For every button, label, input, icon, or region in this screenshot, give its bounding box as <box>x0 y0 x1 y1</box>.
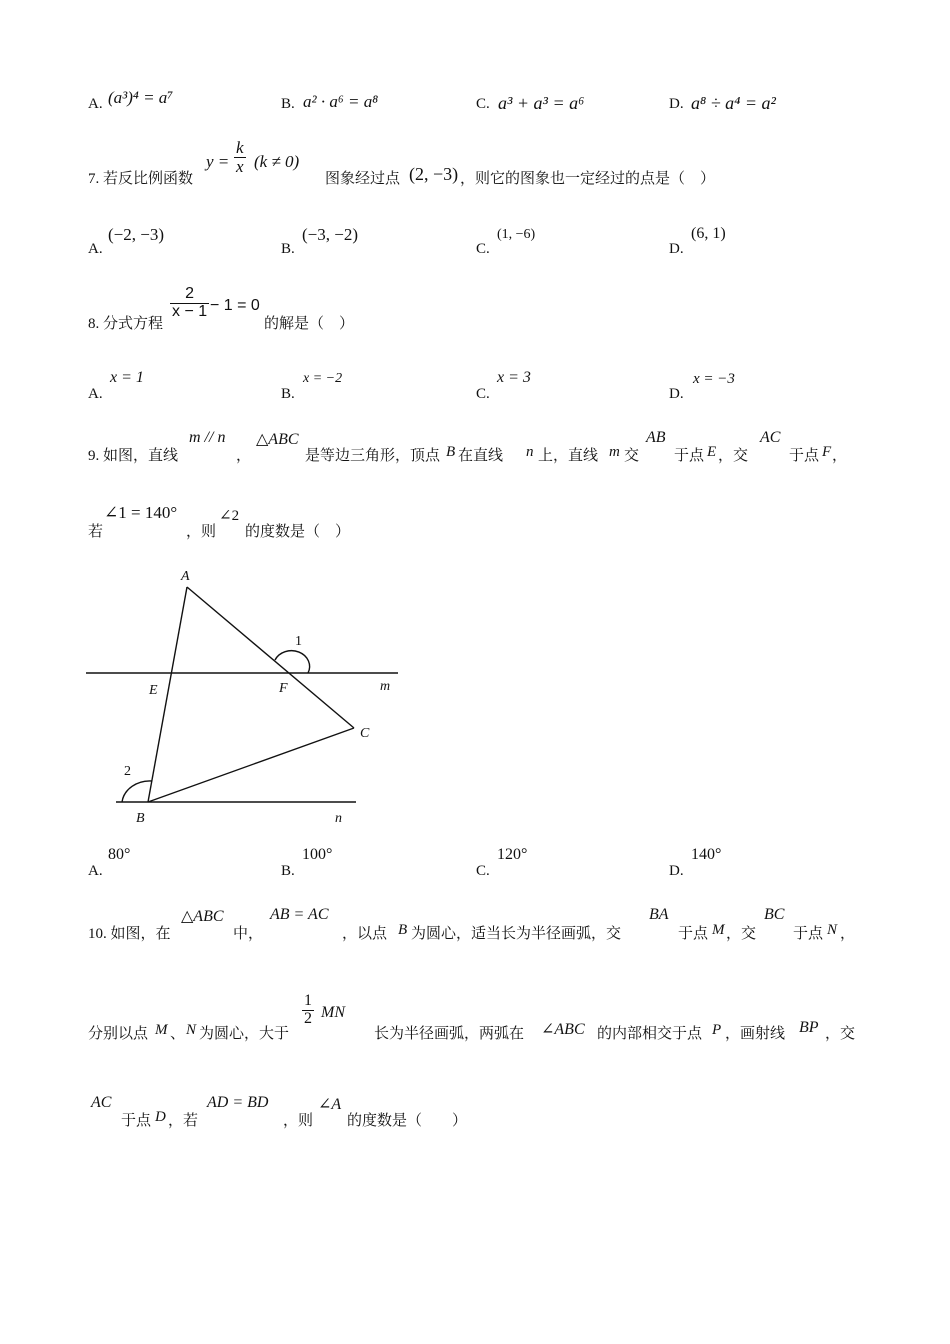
q8-option-a-letter: A. <box>88 386 103 402</box>
q9-text-3g: 交 <box>624 448 640 464</box>
q10-ab-eq-ac: AB = AC <box>270 906 329 923</box>
q7-point: (2, −3) <box>409 164 459 184</box>
q9-figure <box>80 560 410 835</box>
q7-func-den: x <box>236 156 244 176</box>
label-a: A <box>181 569 190 584</box>
q9-text-1: 9. 如图，直线 <box>88 448 179 464</box>
q9-line-n: n <box>526 444 534 460</box>
label-m: m <box>380 679 391 694</box>
q10-segment-ac: AC <box>91 1094 112 1111</box>
q8-fraction <box>170 286 209 321</box>
label-b: B <box>136 811 145 826</box>
q8-frac-num: 2 <box>170 286 209 304</box>
q9-option-b-expr: 100° <box>302 846 333 863</box>
side-bc <box>148 728 354 802</box>
q6-option-c-letter: C. <box>476 96 490 112</box>
q10-mn: MN <box>321 1004 345 1021</box>
q6-option-d-letter: D. <box>669 96 684 112</box>
q10-ray-ba: BA <box>649 906 669 923</box>
q7-option-c-expr: (1, −6) <box>497 227 536 242</box>
q10-text-5: 于点 <box>793 926 824 942</box>
q9-angle1: ∠1 = 140° <box>104 503 178 522</box>
q10-text-l2e: 为圆心，大于 <box>199 1026 290 1042</box>
q10-ray-bc: BC <box>764 906 785 923</box>
q10-point-d: D <box>155 1109 166 1125</box>
q9-point-f: F <box>822 444 832 460</box>
q9-option-d-expr: 140° <box>691 846 722 863</box>
q10-angle-a: ∠A <box>318 1096 342 1113</box>
q10-text-l2c: 、 <box>170 1026 186 1042</box>
q10-text-l3c: ，若 <box>168 1113 199 1129</box>
q6-option-a-letter: A. <box>88 96 103 112</box>
q7-option-b-expr: (−3, −2) <box>302 225 358 244</box>
q10-text-2: 中， <box>233 926 264 942</box>
q10-text-l3a: 于点 <box>121 1113 152 1129</box>
q9-text-l2b: ，则 <box>186 524 217 540</box>
angle-1-arc <box>275 651 310 673</box>
q10-half-den: 2 <box>304 1009 312 1027</box>
q10-text-5c: ， <box>840 926 856 942</box>
q6-option-b-letter: B. <box>281 96 295 112</box>
q10-text-l2i: ，画射线 <box>725 1026 786 1042</box>
q7-option-a-letter: A. <box>88 241 103 257</box>
q10-l2-m: M <box>155 1022 168 1038</box>
angle-2-arc <box>122 781 152 802</box>
q9-text-3: 是等边三角形，顶点 <box>305 448 441 464</box>
q7-option-d-expr: (6, 1) <box>691 225 726 242</box>
q9-segment-ac: AC <box>760 429 781 446</box>
q8-option-b-expr: x = −2 <box>303 371 343 386</box>
q7-option-d-letter: D. <box>669 241 684 257</box>
label-angle-2: 2 <box>124 764 131 779</box>
q9-option-a-letter: A. <box>88 863 103 879</box>
q9-text-l2c: 的度数是（ ） <box>245 524 351 540</box>
q10-text-3c: 为圆心，适当长为半径画弧，交 <box>411 926 622 942</box>
q7-suffix: ，则它的图象也一定经过的点是（ ） <box>460 171 716 187</box>
q10-text-l3d: ，则 <box>283 1113 314 1129</box>
label-c: C <box>360 726 370 741</box>
q8-option-a-expr: x = 1 <box>110 369 144 386</box>
q7-option-c-letter: C. <box>476 241 490 257</box>
q9-option-d-letter: D. <box>669 863 684 879</box>
q10-text-3: ，以点 <box>342 926 388 942</box>
q10-ad-eq-bd: AD = BD <box>207 1094 269 1111</box>
q6-option-a-expr: (a³)⁴ = a⁷ <box>108 88 174 107</box>
q10-text-l3e: 的度数是（ ） <box>347 1113 468 1129</box>
q9-vertex-b: B <box>446 444 456 460</box>
q9-text-5c: ， <box>832 448 848 464</box>
q10-half-num: 1 <box>304 992 312 1009</box>
q8-frac-den: x − 1 <box>172 302 208 320</box>
q10-l2-n: N <box>186 1022 197 1038</box>
q9-angle2: ∠2 <box>219 508 240 524</box>
q8-option-d-letter: D. <box>669 386 684 402</box>
q10-angle-abc: ∠ABC <box>541 1021 585 1038</box>
q9-text-5: 于点 <box>789 448 820 464</box>
q10-point-m: M <box>712 922 725 938</box>
q7-option-a-expr: (−2, −3) <box>108 225 164 244</box>
label-n: n <box>335 811 342 826</box>
q10-text-l2f: 长为半径画弧，两弧在 <box>374 1026 525 1042</box>
q10-ray-bp: BP <box>799 1019 819 1036</box>
label-angle-1: 1 <box>295 634 302 649</box>
q8-option-d-expr: x = −3 <box>693 371 735 387</box>
q9-text-3e: 上，直线 <box>538 448 599 464</box>
q10-text-4: 于点 <box>678 926 709 942</box>
q8-rest: − 1 = 0 <box>210 297 260 314</box>
q9-text-4c: ，交 <box>718 448 749 464</box>
q7-func-fraction <box>234 139 246 176</box>
q10-point-p: P <box>712 1022 722 1038</box>
q6-option-b-expr: a² · a⁶ = a⁸ <box>303 92 379 111</box>
q9-line-m: m <box>609 444 620 460</box>
q8-suffix: 的解是（ ） <box>264 316 355 332</box>
q10-point-b: B <box>398 922 408 938</box>
q8-option-c-expr: x = 3 <box>497 369 531 386</box>
q9-option-b-letter: B. <box>281 863 295 879</box>
label-f: F <box>279 681 288 696</box>
q7-func-lhs: y = <box>206 152 230 171</box>
q10-text-l2g: 的内部相交于点 <box>597 1026 703 1042</box>
q10-text-4c: ，交 <box>726 926 757 942</box>
q6-option-c-expr: a³ + a³ = a⁶ <box>498 93 585 113</box>
q10-text-1: 10. 如图，在 <box>88 926 171 942</box>
q7-option-b-letter: B. <box>281 241 295 257</box>
q7-prefix: 7. 若反比例函数 <box>88 171 194 187</box>
q10-text-l2j: ，交 <box>825 1026 856 1042</box>
q7-func-cond: (k ≠ 0) <box>254 152 300 171</box>
q7-mid: 图象经过点 <box>325 171 401 187</box>
q8-option-c-letter: C. <box>476 386 490 402</box>
q9-text-2: ， <box>236 448 252 464</box>
q8-option-b-letter: B. <box>281 386 295 402</box>
q10-triangle: △ABC <box>181 908 224 925</box>
q9-option-c-letter: C. <box>476 863 490 879</box>
q9-text-l2a: 若 <box>88 524 104 540</box>
q9-option-c-expr: 120° <box>497 846 528 863</box>
q9-triangle: △ABC <box>256 431 299 448</box>
q8-prefix: 8. 分式方程 <box>88 316 164 332</box>
q10-point-n: N <box>827 922 838 938</box>
q7-func-num: k <box>236 138 244 157</box>
q6-option-d-expr: a⁸ ÷ a⁴ = a² <box>691 93 776 113</box>
q9-point-e: E <box>707 444 717 460</box>
label-e: E <box>149 683 158 698</box>
q9-option-a-expr: 80° <box>108 846 131 863</box>
q9-segment-ab: AB <box>646 429 666 446</box>
q9-text-3c: 在直线 <box>458 448 504 464</box>
q10-text-l2a: 分别以点 <box>88 1026 149 1042</box>
q10-half-fraction <box>302 993 314 1028</box>
q9-text-4: 于点 <box>674 448 705 464</box>
side-ac <box>187 587 354 728</box>
q9-m-par-n: m // n <box>189 429 226 446</box>
